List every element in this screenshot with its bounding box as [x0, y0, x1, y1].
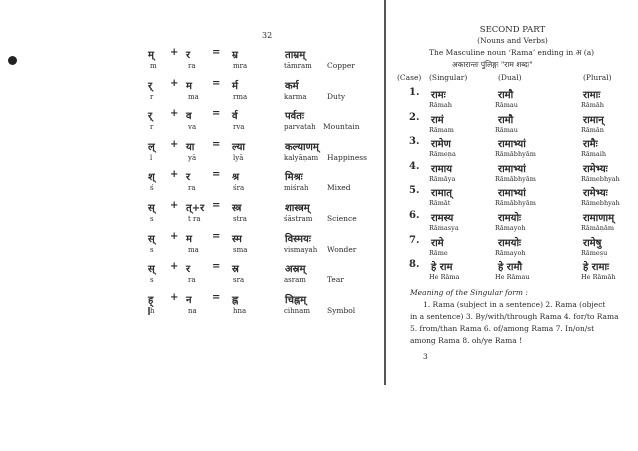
- declension-d: रामयोः: [498, 213, 522, 224]
- conjunct-c2: व: [186, 111, 192, 123]
- conjunct-r1: ś: [150, 184, 154, 193]
- meaning-heading: Meaning of the Singular form :: [410, 288, 528, 297]
- conjunct-r1: s: [150, 245, 154, 254]
- conjunct-c3: स्र: [232, 264, 239, 276]
- conjunct-c2: र: [186, 172, 191, 184]
- conjunct-word: चिह्नम्: [285, 294, 307, 306]
- conjunct-c2: म: [186, 233, 192, 245]
- conjunct-c2: र: [186, 50, 191, 61]
- declension-n: 4.: [409, 160, 420, 172]
- conjunct-c1: र्: [148, 111, 153, 123]
- conjunct-c1: ह्: [148, 294, 154, 306]
- conjunct-c3: र्म: [232, 80, 238, 92]
- conjunct-op1: +: [170, 169, 179, 181]
- conjunct-c3: म्र: [232, 50, 238, 61]
- declension-rs: Rāmah: [429, 101, 452, 109]
- conjunct-op2: =: [212, 138, 221, 150]
- conjunct-op1: +: [170, 261, 179, 273]
- conjunct-r3: lyā: [233, 153, 244, 162]
- conjunct-op2: =: [212, 47, 221, 58]
- declension-rs: Rāmāt: [429, 199, 451, 208]
- conjunct-op1: +: [170, 230, 179, 242]
- conjunct-rword: kalyāṇam: [284, 153, 319, 162]
- conjunct-op1: +: [170, 291, 179, 303]
- conjunct-r3: śra: [233, 184, 245, 193]
- right-page: [387, 0, 638, 451]
- declension-s: रामेण: [431, 139, 451, 151]
- conjunct-r2: ra: [188, 184, 196, 193]
- conjunct-r3: sra: [233, 276, 245, 285]
- conjunct-r2: va: [188, 123, 197, 132]
- conjunct-r2: ma: [188, 92, 199, 101]
- declension-n: 7.: [409, 234, 420, 246]
- declension-s: रामं: [431, 114, 444, 126]
- conjunct-r2: na: [188, 306, 197, 315]
- declension-n: 2.: [409, 111, 420, 123]
- conjunct-op1: +: [170, 77, 179, 89]
- meaning-line-4: among Rama 8. oh/ye Rama !: [410, 336, 523, 345]
- left-page-number: 32: [262, 31, 273, 40]
- conjunct-rword: cihnam: [284, 306, 310, 315]
- conjunct-r1: m: [150, 62, 157, 70]
- conjunct-rword: parvatah: [284, 123, 316, 132]
- declension-n: 3.: [409, 136, 420, 148]
- declension-p: रामाः: [583, 90, 601, 101]
- declension-n: 8.: [409, 259, 420, 271]
- conjunct-op2: =: [212, 291, 221, 303]
- declension-d: रामयोः: [498, 237, 522, 249]
- conjunct-r1: r: [150, 123, 154, 132]
- conjunct-c1: र्: [148, 80, 153, 92]
- conjunct-rword: asram: [284, 276, 306, 285]
- bullet-mark-icon: [8, 56, 17, 65]
- conjunct-c3: र्व: [232, 111, 238, 123]
- conjunct-op2: =: [212, 77, 221, 89]
- conjunct-op1: +: [170, 138, 179, 150]
- conjunct-c1: स्: [148, 233, 155, 245]
- declension-d: रामाभ्यां: [498, 188, 526, 200]
- declension-rp: Rāmaih: [581, 150, 607, 159]
- conjunct-r1: l: [150, 153, 153, 162]
- header-case: (Case): [397, 73, 422, 82]
- conjunct-r3: hna: [233, 306, 247, 315]
- conjunct-word: कल्याणम्: [285, 141, 319, 153]
- conjunct-meaning: Mountain: [323, 122, 360, 132]
- conjunct-c1: ल्: [148, 141, 155, 153]
- declension-d: रामौ: [498, 90, 514, 101]
- conjunct-word: कर्म: [285, 80, 299, 92]
- conjunct-r2: ma: [188, 245, 199, 254]
- conjunct-r1: s: [150, 215, 154, 223]
- conjunct-c2: या: [186, 141, 195, 153]
- intro-line: The Masculine noun ‘Rama’ ending in अ (a): [429, 48, 595, 57]
- declension-n: 1.: [409, 87, 420, 98]
- declension-rd: Rāmayoh: [495, 224, 526, 232]
- declension-p: हे रामाः: [583, 262, 610, 274]
- meaning-line-2: in a sentence) 3. By/with/through Rama 4. for/to Rama: [410, 312, 619, 321]
- declension-rs: Rāmeṇa: [429, 150, 456, 159]
- conjunct-r3: mra: [233, 62, 248, 70]
- declension-n: 5.: [409, 185, 420, 197]
- conjunct-meaning: Mixed: [327, 183, 351, 193]
- declension-rp: He Rāmāh: [581, 273, 616, 282]
- conjunct-c1: स्: [148, 264, 155, 276]
- declension-s: रामः: [431, 90, 446, 101]
- conjunct-r3: sma: [233, 245, 248, 254]
- conjunct-r3: rma: [233, 92, 248, 101]
- declension-d: रामौ: [498, 114, 514, 126]
- header-plural: (Plural): [583, 73, 612, 82]
- conjunct-r1: r: [150, 92, 154, 101]
- conjunct-word: शास्त्रम्: [285, 203, 310, 214]
- declension-p: रामैः: [583, 139, 598, 151]
- conjunct-r3: rva: [233, 123, 245, 132]
- declension-rd: Rāmau: [495, 125, 518, 134]
- declension-s: रामात्: [431, 188, 452, 200]
- conjunct-op1: +: [170, 200, 179, 211]
- conjunct-c1: श्: [148, 172, 155, 184]
- conjunct-r2: ra: [188, 276, 196, 285]
- declension-rp: Rāmebhyah: [581, 174, 620, 183]
- meaning-line-3: 5. from/than Rama 6. of/among Rama 7. In/on/st: [410, 324, 595, 333]
- conjunct-meaning: Duty: [327, 91, 346, 101]
- declension-rd: He Rāmau: [495, 273, 530, 282]
- declension-rd: Rāmābhyām: [495, 199, 536, 208]
- declension-s: रामे: [431, 237, 444, 249]
- conjunct-c3: ह्न: [232, 294, 239, 306]
- conjunct-c2: न: [186, 294, 192, 306]
- conjunct-op2: =: [212, 108, 221, 120]
- declension-rd: Rāmau: [495, 101, 518, 109]
- conjunct-rword: karma: [284, 92, 307, 101]
- conjunct-meaning: Tear: [327, 275, 344, 285]
- conjunct-rword: miśrah: [284, 184, 309, 193]
- conjunct-word: पर्वतः: [285, 111, 304, 123]
- devanagari-heading: अकारान्तः पुंलिङ्गः "राम शब्दः": [452, 60, 533, 69]
- section-subtitle: (Nouns and Verbs): [477, 36, 548, 45]
- conjunct-op2: =: [212, 261, 221, 273]
- declension-rs: Rāmam: [429, 125, 454, 134]
- conjunct-c3: श्र: [232, 172, 240, 184]
- conjunct-r2: yā: [188, 153, 197, 162]
- declension-p: रामान्: [583, 114, 604, 126]
- conjunct-meaning: Symbol: [327, 305, 356, 315]
- conjunct-meaning: Copper: [327, 61, 355, 70]
- right-page-number: 3: [423, 352, 428, 361]
- conjunct-c1: म्: [148, 50, 154, 61]
- declension-rd: Rāmābhyām: [495, 150, 536, 159]
- declension-rs: Rāmasya: [429, 224, 459, 232]
- conjunct-c3: स्त्र: [232, 203, 242, 214]
- declension-rs: Rāmāya: [429, 174, 456, 183]
- conjunct-op2: =: [212, 230, 221, 242]
- conjunct-r2: t ra: [188, 215, 201, 223]
- conjunct-word: अस्रम्: [285, 264, 306, 276]
- declension-p: रामेभ्यः: [583, 163, 608, 175]
- declension-rp: Rāmān: [581, 125, 604, 134]
- declension-s: हे राम: [431, 262, 453, 274]
- conjunct-meaning: Wonder: [327, 244, 357, 254]
- declension-d: रामाभ्यां: [498, 163, 526, 175]
- conjunct-word: मिश्रः: [285, 172, 303, 184]
- declension-rd: Rāmayoh: [495, 248, 526, 257]
- declension-rp: Rāmāh: [581, 101, 604, 109]
- conjunct-c2: त्+र: [186, 203, 205, 214]
- conjunct-op2: =: [212, 200, 221, 211]
- conjunct-op2: =: [212, 169, 221, 181]
- header-singular: (Singular): [429, 73, 468, 82]
- conjunct-op1: +: [170, 47, 179, 58]
- conjunct-r2: ra: [188, 62, 196, 70]
- conjunct-meaning: Happiness: [327, 152, 367, 162]
- declension-p: रामेषु: [583, 237, 602, 249]
- conjunct-c3: स्म: [232, 233, 242, 245]
- declension-s: रामाय: [431, 163, 453, 175]
- conjunct-op1: +: [170, 108, 179, 120]
- conjunct-r1: s: [150, 276, 154, 285]
- conjunct-r3: stra: [233, 215, 247, 223]
- book-spine: [384, 0, 386, 385]
- conjunct-rword: tāmram: [284, 62, 312, 70]
- declension-rp: Rāmebhyah: [581, 199, 620, 208]
- conjunct-word: विस्मयः: [285, 233, 311, 245]
- conjunct-c2: र: [186, 264, 191, 276]
- conjunct-c3: ल्या: [232, 141, 245, 153]
- declension-d: रामाभ्यां: [498, 139, 526, 151]
- conjunct-rword: vismayah: [284, 245, 318, 254]
- header-dual: (Dual): [498, 73, 522, 82]
- declension-rs: He Rāma: [429, 273, 460, 282]
- declension-rd: Rāmābhyām: [495, 174, 536, 183]
- conjunct-c1: स्: [148, 203, 155, 214]
- declension-rp: Rāmāṇām: [581, 224, 615, 232]
- meaning-line-1: 1. Rama (subject in a sentence) 2. Rama (object: [423, 300, 606, 309]
- conjunct-word: ताम्रम्: [285, 50, 306, 61]
- declension-s: रामस्य: [431, 213, 454, 224]
- declension-p: रामाणाम्: [583, 213, 615, 224]
- declension-rs: Rāme: [429, 248, 448, 257]
- declension-p: रामेभ्यः: [583, 188, 608, 200]
- declension-d: हे रामौ: [498, 262, 523, 274]
- conjunct-rword: śāstram: [284, 215, 313, 223]
- conjunct-r1: h: [150, 306, 155, 315]
- declension-rp: Rāmeṣu: [581, 248, 608, 257]
- conjunct-c2: म: [186, 80, 192, 92]
- conjunct-meaning: Science: [327, 214, 357, 223]
- declension-n: 6.: [409, 210, 420, 221]
- section-title: SECOND PART: [479, 25, 546, 35]
